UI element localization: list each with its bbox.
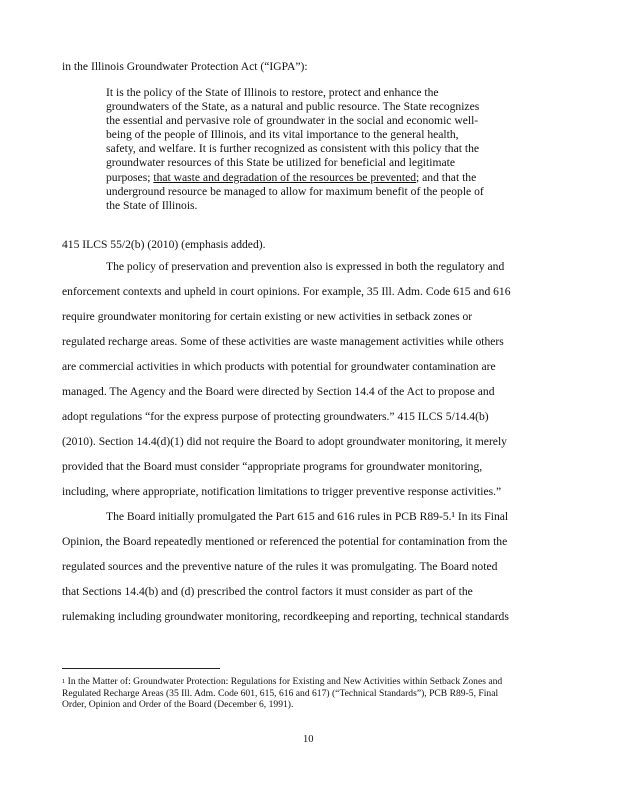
body-line: The policy of preservation and prevention also is expressed in both the regulatory and bbox=[106, 260, 505, 273]
body-line: (2010). Section 14.4(d)(1) did not require the Board to adopt groundwater monitoring, it merely bbox=[62, 435, 507, 448]
quote-line: It is the policy of the State of Illinois to restore, protect and enhance the bbox=[106, 86, 439, 99]
intro-line: in the Illinois Groundwater Protection Act (“IGPA”): bbox=[62, 60, 308, 73]
quote-line: underground resource be managed to allow for maximum benefit of the people of bbox=[106, 184, 484, 198]
quote-line: safety, and welfare. It is further recognized as consistent with this policy that the bbox=[106, 142, 480, 156]
quote-line: groundwaters of the State, as a natural and public resource. The State recognizes bbox=[106, 100, 480, 114]
block-quote bbox=[106, 86, 506, 213]
body-line: enforcement contexts and upheld in court opinions. For example, 35 Ill. Adm. Code 615 and 616 bbox=[62, 285, 511, 298]
quote-line: being of the people of Illinois, and its vital importance to the general health, bbox=[106, 128, 459, 142]
footnote-text: In the Matter of: Groundwater Protection: Regulations for Existing and New Activities within Setback Zones and bbox=[65, 676, 503, 687]
body-line: require groundwater monitoring for certain existing or new activities in setback zones or bbox=[62, 310, 473, 323]
body-line: that Sections 14.4(b) and (d) prescribed the control factors it must consider as part of the bbox=[62, 585, 473, 598]
page-number: 10 bbox=[303, 734, 314, 745]
body-line: provided that the Board must consider “appropriate programs for groundwater monitoring, bbox=[62, 460, 483, 473]
body-line: regulated sources and the preventive nature of the rules it was promulgating. The Board noted bbox=[62, 560, 498, 573]
quote-line: the essential and pervasive role of groundwater in the social and economic well- bbox=[106, 114, 479, 128]
body-line: including, where appropriate, notification limitations to trigger preventive response activities.” bbox=[62, 485, 502, 498]
body-line: adopt regulations “for the express purpose of protecting groundwaters.” 415 ILCS 5/14.4(b) bbox=[62, 410, 489, 423]
body-line: Opinion, the Board repeatedly mentioned or referenced the potential for contamination from the bbox=[62, 535, 508, 548]
emphasized-text: that waste and degradation of the resources be prevented bbox=[153, 170, 417, 184]
footnote-line: Order, Opinion and Order of the Board (December 6, 1991). bbox=[62, 699, 294, 710]
body-line: managed. The Agency and the Board were directed by Section 14.4 of the Act to propose and bbox=[62, 385, 495, 398]
footnote bbox=[62, 676, 562, 711]
body-line: regulated recharge areas. Some of these activities are waste management activities while others bbox=[62, 335, 504, 348]
body-line: rulemaking including groundwater monitoring, recordkeeping and reporting, technical standards bbox=[62, 610, 509, 623]
footnote-marker: 1 bbox=[62, 678, 66, 685]
quote-line: the State of Illinois. bbox=[106, 198, 198, 212]
quote-line bbox=[106, 171, 506, 185]
quote-line: groundwater resources of this State be utilized for beneficial and legitimate bbox=[106, 156, 455, 170]
citation-line: 415 ILCS 55/2(b) (2010) (emphasis added). bbox=[62, 238, 266, 251]
footnote-line bbox=[62, 676, 562, 688]
quote-text: purposes; bbox=[106, 170, 154, 184]
footnote-line: Regulated Recharge Areas (35 Ill. Adm. Code 601, 615, 616 and 617) (“Technical Standards”), PCB R89-5, Final bbox=[62, 687, 499, 699]
body-line: The Board initially promulgated the Part 615 and 616 rules in PCB R89-5.¹ In its Final bbox=[106, 510, 509, 523]
quote-text: ; and that the bbox=[416, 170, 477, 184]
body-line: are commercial activities in which products with potential for groundwater contamination are bbox=[62, 360, 496, 373]
footnote-divider bbox=[62, 668, 220, 669]
